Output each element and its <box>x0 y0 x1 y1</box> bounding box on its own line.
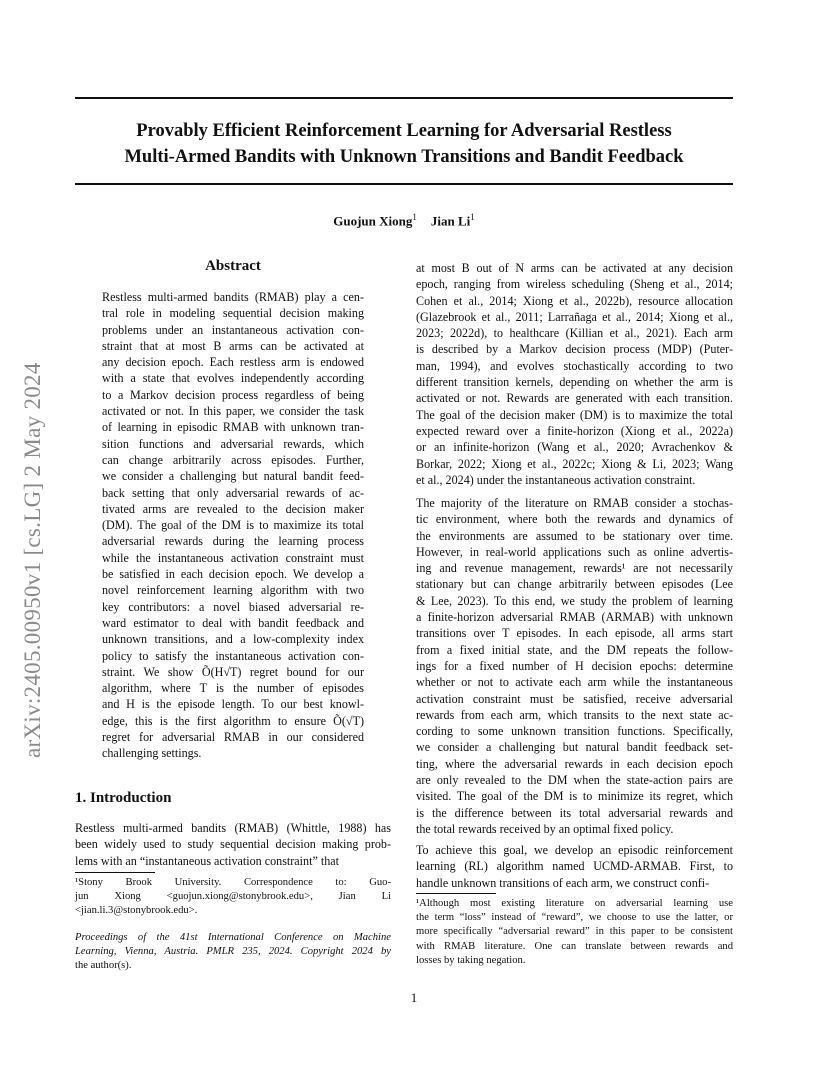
paragraph-line: from a fixed initial state, and the DM repeats the follow- <box>416 642 733 657</box>
paragraph-line: learning (RL) algorithm named UCMD-ARMAB. First, to <box>416 859 733 874</box>
introduction-text <box>75 820 391 869</box>
introduction-line: been widely used to study sequential decision making prob- <box>75 837 391 852</box>
paragraph-line: are only revealed to the DM when the state-action pairs are <box>416 773 733 788</box>
paragraph-line: cording to some unknown transition functions. Specifically, <box>416 724 733 739</box>
footnote-line: with RMAB literature. One can translate between rewards and <box>416 940 733 952</box>
abstract-line: with a state that evolves independently according <box>102 371 364 386</box>
paragraph-line: ing and revenue management, rewards¹ are not necessarily <box>416 561 733 576</box>
paragraph-line: 2023; 2022d), to healthcare (Killian et al., 2021). Each arm <box>416 326 733 341</box>
abstract-line: policy to satisfy the instantaneous activation con- <box>102 648 364 663</box>
introduction-line: lems with an “instantaneous activation constraint” that <box>75 853 339 868</box>
paragraph-line: handle unknown transitions of each arm, we construct confi- <box>416 875 710 890</box>
paragraph-line: Borkar, 2022; Xiong et al., 2022c; Xiong & Li, 2023; Wang <box>416 456 733 471</box>
paragraph-line: at most B out of N arms can be activated at any decision <box>416 261 733 275</box>
paragraph-line: expected reward over a finite-horizon (Xiong et al., 2022a) <box>416 423 733 438</box>
abstract-line: regret for adversarial RMAB in our considered <box>102 730 364 745</box>
paragraph-line: However, in real-world applications such as online advertis- <box>416 544 733 559</box>
abstract-line: can change arbitrarily across episodes. Further, <box>102 452 364 467</box>
introduction-line: Restless multi-armed bandits (RMAB) (Whittle, 1988) has <box>75 821 391 835</box>
author-list <box>75 212 733 229</box>
abstract-line: unknown transitions, and a low-complexity index <box>102 632 364 647</box>
paragraph-line: ting, where the adversarial rewards in each decision epoch <box>416 756 733 771</box>
paragraph-line: The goal of the decision maker (DM) is to maximize the total <box>416 407 733 422</box>
affiliation-footnote <box>75 876 391 919</box>
abstract-line: tivated arms are revealed to the decision maker <box>102 501 364 516</box>
paragraph-line: visited. The goal of the DM is to minimize its regret, which <box>416 789 733 804</box>
paragraph-line: activated or not. Rewards are generated with each transition. <box>416 391 733 406</box>
abstract-line: novel reinforcement learning algorithm with two <box>102 583 364 598</box>
abstract-line: key contributors: a novel biased adversarial re- <box>102 599 364 614</box>
title-line-2: Multi-Armed Bandits with Unknown Transitions and Bandit Feedback <box>124 147 684 167</box>
proceedings-line: Learning, Vienna, Austria. PMLR 235, 2024. Copyright 2024 by <box>75 946 391 958</box>
abstract-line: Restless multi-armed bandits (RMAB) play a cen- <box>102 290 364 304</box>
abstract-text <box>102 289 364 762</box>
paragraph-line: Cohen et al., 2014; Xiong et al., 2022b), resource allocation <box>416 293 733 308</box>
abstract-line: problems under an instantaneous activation con- <box>102 322 364 337</box>
abstract-line: challenging settings. <box>102 746 202 761</box>
paper-title <box>75 118 733 170</box>
title-bottom-rule <box>75 183 733 185</box>
footnote-rule <box>75 872 155 873</box>
paragraph-line: rewards from each arm, which transits to the next state ac- <box>416 707 733 722</box>
abstract-line: we consider a challenging but natural bandit feed- <box>102 469 364 484</box>
paragraph-line: is the difference between its total adversarial rewards and <box>416 805 733 820</box>
arxiv-stamp: arXiv:2405.00950v1 [cs.LG] 2 May 2024 <box>20 362 45 758</box>
author-name: Jian Li <box>430 213 471 229</box>
paragraph-line: (Glazebrook et al., 2011; Larrañaga et al., 2014; Xiong et al., <box>416 309 733 324</box>
page-number: 1 <box>410 990 418 1005</box>
right-column-paragraph-1 <box>416 260 733 488</box>
paragraph-line: activation constraint must be satisfied, receive adversarial <box>416 691 733 706</box>
paragraph-line: ings for a fixed number of H decision epochs: determine <box>416 658 733 673</box>
paragraph-line: tic environment, where both the rewards and dynamics of <box>416 512 733 527</box>
footnote-line: losses by taking negation. <box>416 954 526 966</box>
paragraph-line: et al., 2024) under the instantaneous activation constraint. <box>416 472 696 487</box>
right-column-paragraph-3 <box>416 842 733 891</box>
author-name: Guojun Xiong <box>333 213 413 229</box>
paragraph-line: is described by a Markov decision process (MDP) (Puter- <box>416 342 733 357</box>
footnote-line: more specifically “adversarial reward” in this paper to be consistent <box>416 926 733 938</box>
paragraph-line: different transition kernels, depending on whether the arm is <box>416 375 733 390</box>
abstract-line: straint. We show Õ(H√T) regret bound for our <box>102 664 364 679</box>
abstract-line: back setting that only adversarial rewards of ac- <box>102 485 364 500</box>
paragraph-line: man, 1994), and evolves stochastically according to two <box>416 358 733 373</box>
abstract-line: sition functions and adversarial rewards, which <box>102 436 364 451</box>
paragraph-line: the environments are assumed to be stationary over time. <box>416 528 733 543</box>
title-line-1: Provably Efficient Reinforcement Learning for Adversarial Restless <box>136 121 672 141</box>
proceedings-note <box>75 931 391 974</box>
footnote-line: ¹Stony Brook University. Correspondence to: Guo- <box>75 877 391 888</box>
footnote-line: ¹Although most existing literature on adversarial learning use <box>416 898 733 909</box>
abstract-line: any decision epoch. Each restless arm is endowed <box>102 355 364 370</box>
abstract-line: ward estimator to deal with bandit feedback and <box>102 615 364 630</box>
paragraph-line: To achieve this goal, we develop an episodic reinforcement <box>416 843 733 857</box>
abstract-line: (DM). The goal of the DM is to maximize its total <box>102 518 364 533</box>
paragraph-line: The majority of the literature on RMAB consider a stochas- <box>416 496 733 510</box>
abstract-line: be satisfied in each decision epoch. We develop a <box>102 567 364 582</box>
proceedings-line: the author(s). <box>75 960 132 972</box>
footnote-rule <box>416 893 496 894</box>
footnote-line: the term “loss” instead of “reward”, we choose to use the latter, or <box>416 912 733 924</box>
proceedings-line: Proceedings of the 41st International Conference on Machine <box>75 932 391 943</box>
footnote-line: jun Xiong <guojun.xiong@stonybrook.edu>, Jian Li <box>75 891 391 903</box>
abstract-heading: Abstract <box>205 258 261 274</box>
right-column-paragraph-2 <box>416 495 733 837</box>
paragraph-line: whether or not to activate each arm while the instantaneous <box>416 675 733 690</box>
abstract-line: activated or not. In this paper, we consider the task <box>102 404 364 419</box>
affiliation-mark: 1 <box>412 212 417 222</box>
paragraph-line: transitions over T episodes. In each episode, all arms start <box>416 626 733 641</box>
footnote-line: <jian.li.3@stonybrook.edu>. <box>75 905 198 917</box>
abstract-line: of learning in episodic RMAB with unknown tran- <box>102 420 364 435</box>
abstract-line: while the instantaneous activation constraint must <box>102 550 364 565</box>
abstract-line: to a Markov decision process regardless of being <box>102 387 364 402</box>
paragraph-line: a finite-horizon adversarial RMAB (ARMAB) with unknown <box>416 610 733 625</box>
affiliation-mark: 1 <box>470 212 475 222</box>
paragraph-line: epoch, ranging from wireless scheduling (Sheng et al., 2014; <box>416 277 733 292</box>
section-heading-introduction: 1. Introduction <box>75 790 172 806</box>
paragraph-line: & Lee, 2023). To this end, we study the problem of learning <box>416 593 733 608</box>
abstract-line: adversarial rewards during the learning process <box>102 534 364 549</box>
abstract-line: and H is the episode length. To our best knowl- <box>102 697 364 712</box>
abstract-line: algorithm, where T is the number of episodes <box>102 681 364 696</box>
abstract-line: straint that at most B arms can be activated at <box>102 338 364 353</box>
reward-footnote <box>416 897 733 968</box>
abstract-line: edge, this is the first algorithm to ensure Õ(√T) <box>102 713 364 728</box>
paragraph-line: stationary but can change arbitrarily between episodes (Lee <box>416 577 733 592</box>
paragraph-line: the total rewards received by an optimal fixed policy. <box>416 821 674 836</box>
paragraph-line: or an infinite-horizon (Wang et al., 2020; Avrachenkov & <box>416 440 733 455</box>
paragraph-line: we consider a challenging but natural bandit feedback set- <box>416 740 733 755</box>
abstract-line: tral role in modeling sequential decision making <box>102 306 364 321</box>
title-top-rule <box>75 97 733 99</box>
